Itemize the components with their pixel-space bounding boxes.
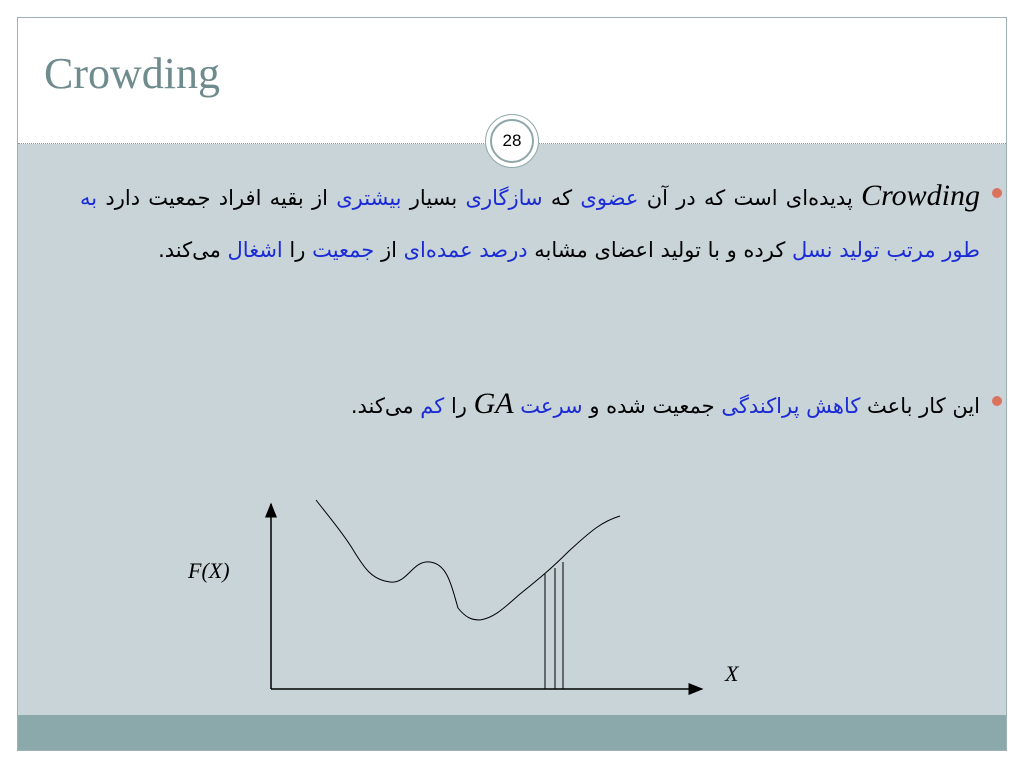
bullet-text-run: از بقیه افراد جمعیت دارد xyxy=(97,186,337,210)
footer-band xyxy=(18,715,1006,750)
slide-number: 28 xyxy=(490,119,534,163)
highlighted-term: به طور مرتب تولید نسل xyxy=(80,186,980,262)
highlighted-term: کم xyxy=(420,394,445,418)
slide-number-badge xyxy=(485,114,539,168)
bullet-text-run: از xyxy=(374,238,404,262)
fitness-curve xyxy=(316,500,620,620)
bullet-text-run: این کار باعث xyxy=(860,394,980,418)
bullet-text-run: را xyxy=(282,238,313,262)
bullet-text-run: پدیده‌ای است که در آن xyxy=(638,186,862,210)
highlighted-term: عضوی xyxy=(580,186,639,210)
x-axis-label: X xyxy=(725,661,739,686)
bullet-item-2 xyxy=(80,378,980,432)
highlighted-term: سرعت xyxy=(520,394,583,418)
bullet-text-run: که xyxy=(542,186,581,210)
bullet-item-1 xyxy=(80,170,980,276)
y-axis-label: F(X) xyxy=(188,558,230,583)
bullet-text-run: جمعیت شده و xyxy=(582,394,722,418)
highlighted-term: جمعیت xyxy=(312,238,375,262)
bullet-text xyxy=(350,387,980,420)
slide-title: Crowding xyxy=(44,49,220,98)
fitness-curve-graph xyxy=(180,490,760,700)
bullet-text-run: کرده و با تولید اعضای مشابه xyxy=(527,238,793,262)
bullet-dot-icon xyxy=(992,188,1002,198)
bullet-text xyxy=(80,179,980,262)
bullet-text-run: می‌کند. xyxy=(158,238,228,262)
highlighted-term: بیشتری xyxy=(336,186,402,210)
latin-term: GA xyxy=(473,387,514,420)
highlighted-term: کاهش پراکندگی xyxy=(721,394,861,418)
bullet-dot-icon xyxy=(992,396,1002,406)
latin-term: Crowding xyxy=(861,179,980,212)
bullet-text-run: می‌کند. xyxy=(350,394,421,418)
highlighted-term: اشغال xyxy=(227,238,283,262)
bullet-text-run: بسیار xyxy=(401,186,466,210)
bullet-text-run: را xyxy=(444,394,474,418)
highlighted-term: درصد عمده‌ای xyxy=(403,238,528,262)
highlighted-term: سازگاری xyxy=(465,186,543,210)
